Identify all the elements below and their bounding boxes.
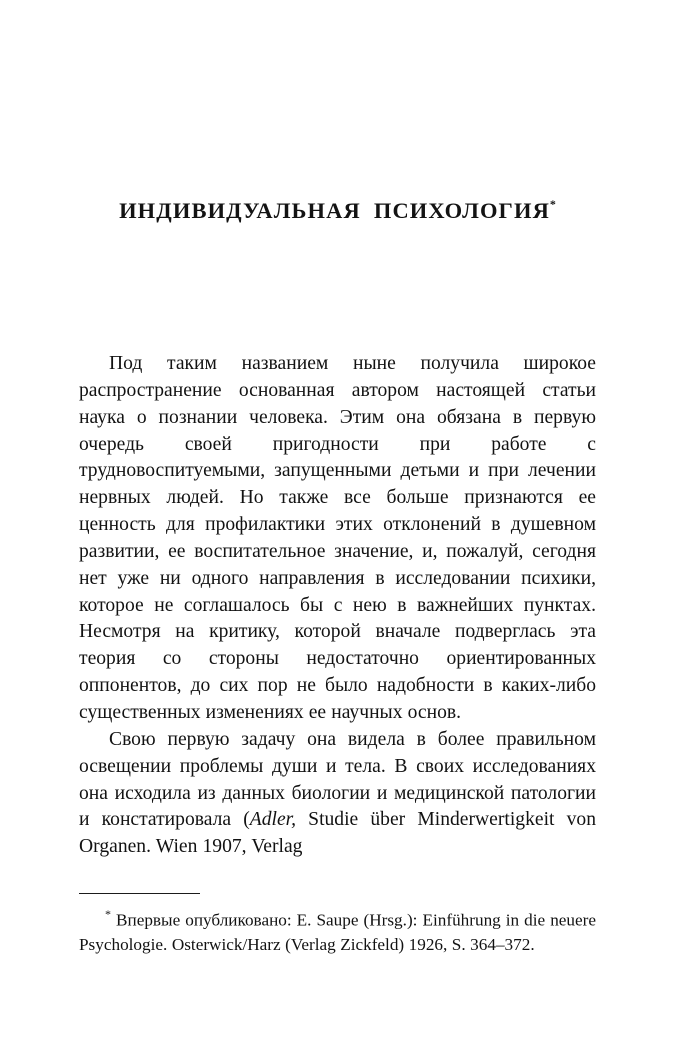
citation-author: Adler, xyxy=(249,809,297,831)
paragraph-2-lead: Свою первую задачу она видела в более правильном освещении проблемы души и тела. В своих исследованиях она исходила из данных биологии и медицинской патологии и констатировала ( xyxy=(79,728,596,831)
footnote-block xyxy=(79,893,596,958)
citation-rest: Studie über Minderwertigkeit von Organen. Wien 1907, Verlag xyxy=(79,809,596,858)
page-title-word-2: ПСИХОЛОГИЯ xyxy=(373,198,550,223)
title-footnote-marker: * xyxy=(549,196,556,211)
paragraph-1: Под таким названием ныне получила широкое распространение основанная автором настоящей статьи наука о познании человека. Этим она обязана в первую очередь своей пригодности при работе с трудновоспитуемыми, запущенными детьми и при лечении нервных людей. Но также все больше признаются ее ценность для профилактики этих отклонений в душевном развитии, ее воспитательное значение, и, пожалуй, сегодня нет уже ни одного направления в исследовании психики, которое не соглашалось бы с нею в важнейших пунктах. Несмотря на критику, которой вначале подверглась эта теория со стороны недостаточно ориентированных оппонентов, до сих пор не было надобности в каких-либо существенных изменениях ее научных основ. xyxy=(79,353,596,723)
page-title-word-1: ИНДИВИДУАЛЬНАЯ xyxy=(119,198,361,223)
page-title xyxy=(79,198,596,224)
body-text xyxy=(79,351,596,861)
footnote-body: Впервые опубликовано: E. Saupe (Hrsg.): Einführung in die neuere Psychologie. Osterwick/Harz (Verlag Zickfeld) 1926, S. 364–372. xyxy=(79,910,596,955)
footnote-marker: * xyxy=(105,907,111,921)
paragraph-2 xyxy=(79,727,596,861)
footnote-separator-rule xyxy=(79,893,200,894)
footnote-text xyxy=(79,903,596,958)
